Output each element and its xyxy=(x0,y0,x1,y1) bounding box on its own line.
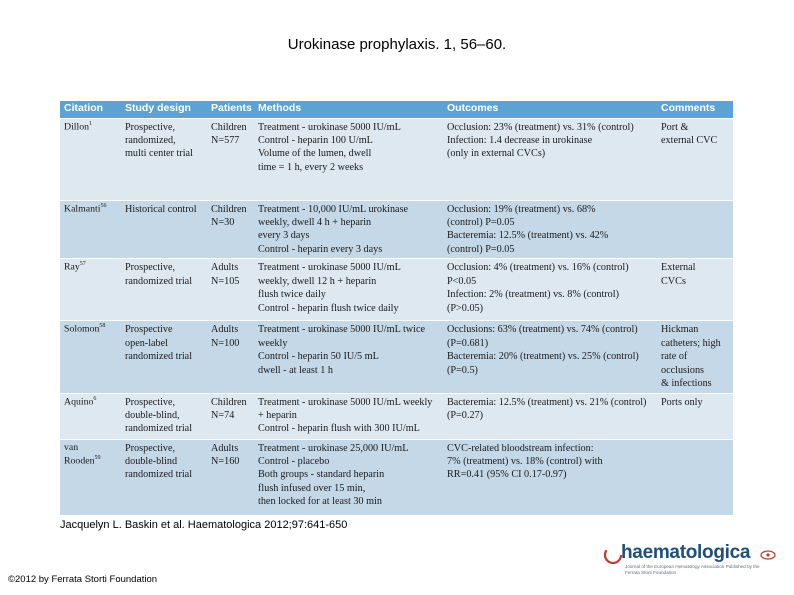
slide-title: Urokinase prophylaxis. 1, 56–60. xyxy=(287,36,507,53)
outcomes-cell: CVC-related bloodstream infection: 7% (treatment) vs. 18% (control) with RR=0.41 (95% CI 0.17-0.97) xyxy=(443,439,657,515)
citation-name: van Rooden xyxy=(64,441,95,466)
comments-cell: External CVCs xyxy=(657,259,733,321)
haematologica-logo xyxy=(603,543,778,579)
logo-h-mark-icon xyxy=(603,545,623,565)
citation-cell xyxy=(60,200,121,259)
design-cell: Prospective, double-blind randomized trial xyxy=(121,439,207,515)
design-cell: Prospective, randomized, multi center trial xyxy=(121,118,207,200)
study-table xyxy=(60,101,733,508)
patients-cell: Children N=74 xyxy=(207,393,254,439)
header-citation: Citation xyxy=(60,101,121,118)
comments-cell xyxy=(657,439,733,515)
design-cell: Historical control xyxy=(121,200,207,259)
citation-ref: 57 xyxy=(79,261,86,268)
header-comments: Comments xyxy=(657,101,733,118)
outcomes-cell: Occlusion: 19% (treatment) vs. 68% (control) P=0.05 Bacteremia: 12.5% (treatment) vs. 42% (control) P=0.05 xyxy=(443,200,657,259)
table-row xyxy=(60,259,733,321)
header-methods: Methods xyxy=(254,101,443,118)
comments-cell: Hickman catheters; high rate of occlusions & infections xyxy=(657,321,733,393)
outcomes-cell: Occlusion: 23% (treatment) vs. 31% (control) Infection: 1.4 decrease in urokinase (only in external CVCs) xyxy=(443,118,657,200)
methods-cell: Treatment - urokinase 25,000 IU/mL Control - placebo Both groups - standard heparin flush infused over 15 min, then locked for at least 30 min xyxy=(254,439,443,515)
table-row xyxy=(60,200,733,259)
design-cell: Prospective, randomized trial xyxy=(121,259,207,321)
outcomes-cell: Bacteremia: 12.5% (treatment) vs. 21% (control) (P=0.27) xyxy=(443,393,657,439)
outcomes-cell: Occlusion: 4% (treatment) vs. 16% (control) P<0.05 Infection: 2% (treatment) vs. 8% (control) (P>0.05) xyxy=(443,259,657,321)
patients-cell: Children N=577 xyxy=(207,118,254,200)
citation-cell xyxy=(60,321,121,393)
citation-name: Dillon xyxy=(64,120,90,132)
citation-ref: 58 xyxy=(99,323,106,330)
table-header-row xyxy=(60,101,733,118)
table-row xyxy=(60,393,733,439)
methods-cell: Treatment - urokinase 5000 IU/mL twice weekly Control - heparin 50 IU/5 mL dwell - at least 1 h xyxy=(254,321,443,393)
design-cell: Prospective, double-blind, randomized trial xyxy=(121,393,207,439)
table-row xyxy=(60,439,733,515)
header-outcomes: Outcomes xyxy=(443,101,657,118)
citation-cell xyxy=(60,439,121,515)
table-row xyxy=(60,118,733,200)
header-patients: Patients xyxy=(207,101,254,118)
comments-cell: Ports only xyxy=(657,393,733,439)
methods-cell: Treatment - 10,000 IU/mL urokinase weekly, dwell 4 h + heparin every 3 days Control - heparin every 3 days xyxy=(254,200,443,259)
citation-cell xyxy=(60,393,121,439)
methods-cell: Treatment - urokinase 5000 IU/mL weekly + heparin Control - heparin flush with 300 IU/mL xyxy=(254,393,443,439)
patients-cell: Children N=30 xyxy=(207,200,254,259)
comments-cell xyxy=(657,200,733,259)
urokinase-table xyxy=(60,101,733,515)
citation-ref: 6 xyxy=(93,395,97,402)
logo-wordmark: haematologica xyxy=(621,542,751,563)
methods-cell: Treatment - urokinase 5000 IU/mL Control - heparin 100 U/mL Volume of the lumen, dwell time = 1 h, every 2 weeks xyxy=(254,118,443,200)
logo-subtitle: Journal of the European Hematology Association Published by the Ferrata Storti Foundation xyxy=(625,564,760,575)
logo-emblem-icon xyxy=(760,549,776,561)
citation-ref: 59 xyxy=(94,454,101,461)
patients-cell: Adults N=105 xyxy=(207,259,254,321)
citation-ref: 56 xyxy=(100,202,107,209)
comments-cell: Port & external CVC xyxy=(657,118,733,200)
citation-name: Kalmanti xyxy=(64,202,101,214)
patients-cell: Adults N=100 xyxy=(207,321,254,393)
table-row xyxy=(60,321,733,393)
citation-name: Solomon xyxy=(64,323,100,335)
copyright-notice: ©2012 by Ferrata Storti Foundation xyxy=(8,574,158,585)
citation-cell xyxy=(60,118,121,200)
citation-cell xyxy=(60,259,121,321)
source-citation: Jacquelyn L. Baskin et al. Haematologica 2012;97:641-650 xyxy=(60,519,348,531)
citation-ref: 1 xyxy=(89,120,93,127)
citation-name: Ray xyxy=(64,261,80,273)
citation-name: Aquino xyxy=(64,395,94,407)
design-cell: Prospective open-label randomized trial xyxy=(121,321,207,393)
methods-cell: Treatment - urokinase 5000 IU/mL weekly, dwell 12 h + heparin flush twice daily Control - heparin flush twice daily xyxy=(254,259,443,321)
outcomes-cell: Occlusions: 63% (treatment) vs. 74% (control) (P=0.681) Bacteremia: 20% (treatment) vs. 25% (control) (P=0.5) xyxy=(443,321,657,393)
patients-cell: Adults N=160 xyxy=(207,439,254,515)
header-study-design: Study design xyxy=(121,101,207,118)
